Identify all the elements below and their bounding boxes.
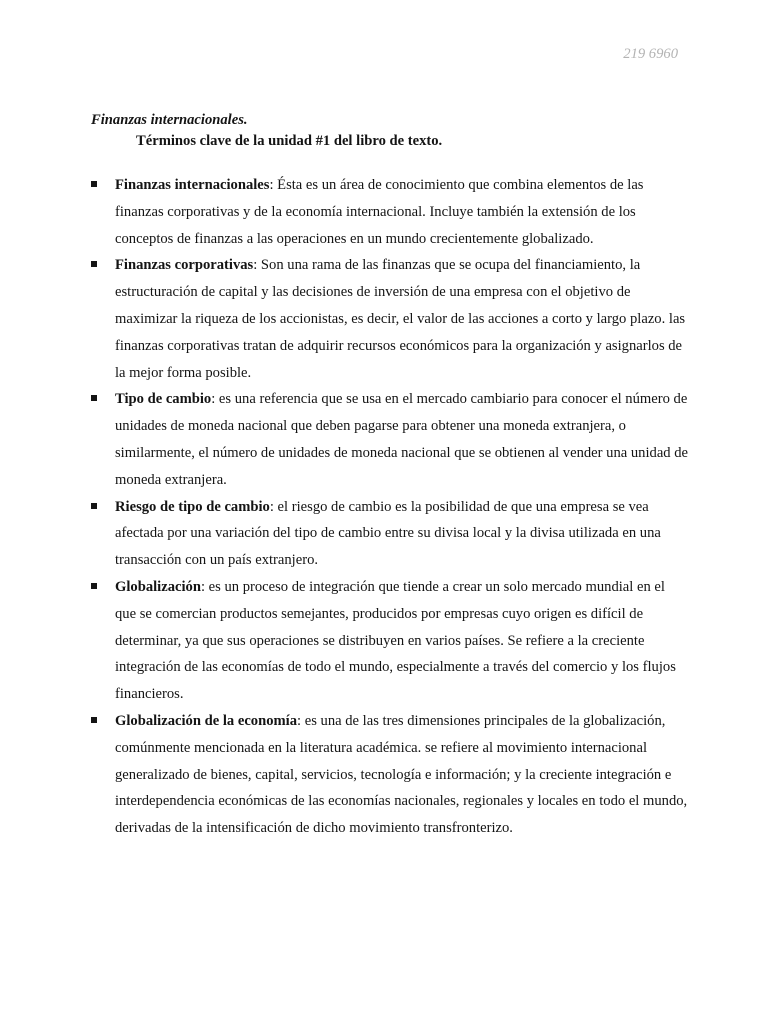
term-definition: : es un proceso de integración que tiende a crear un solo mercado mundial en el que se comercian productos semejantes, producidos por empresas cuyo origen es difícil de determinar, ya que sus operaciones se distribuyen en varios países. Se refiere a la creciente integración de las economías de todo el mundo, especialmente a través del comercio y los flujos financieros. — [115, 578, 676, 703]
term-name: Globalización de la economía — [115, 712, 298, 729]
term-item — [91, 708, 689, 842]
square-bullet-icon — [91, 261, 97, 267]
subtitle: Términos clave de la unidad #1 del libro de texto. — [136, 133, 443, 149]
terms-list — [91, 172, 689, 842]
term-item — [91, 172, 689, 252]
term-item — [91, 494, 689, 574]
term-item — [91, 386, 689, 493]
course-title: Finanzas internacionales. — [91, 112, 248, 128]
term-item — [91, 252, 689, 386]
term-definition: : es una referencia que se usa en el mercado cambiario para conocer el número de unidades de moneda nacional que deben pagarse para obtener una moneda extranjera, o similarmente, el número de unidades de moneda nacional que se obtienen al vender una unidad de moneda extranjera. — [115, 391, 689, 488]
term-definition: : es una de las tres dimensiones principales de la globalización, comúnmente mencionada en la literatura académica. se refiere al movimiento internacional generalizado de bienes, capital, servicios, tecnología e información; y la creciente integración e interdependencia económicas de las economías nacionales, regionales y locales en todo el mundo, derivadas de la intensificación de dicho movimiento transfronterizo. — [115, 712, 688, 837]
square-bullet-icon — [91, 395, 97, 401]
term-definition: : Son una rama de las finanzas que se ocupa del financiamiento, la estructuración de capital y las decisiones de inversión de una empresa con el objetivo de maximizar la riqueza de los accionistas, es decir, el valor de las acciones a corto y largo plazo. las finanzas corporativas tratan de adquirir recursos económicos para la organización y asignarlos de la mejor forma posible. — [115, 257, 686, 381]
term-definition: : el riesgo de cambio es la posibilidad de que una empresa se vea afectada por una variación del tipo de cambio entre su divisa local y la divisa utilizada en una transacción con un país extranjero. — [115, 498, 661, 569]
square-bullet-icon — [91, 181, 97, 187]
term-item — [91, 574, 689, 708]
term-name: Riesgo de tipo de cambio — [115, 498, 270, 515]
term-name: Finanzas internacionales — [115, 177, 270, 193]
square-bullet-icon — [91, 583, 97, 589]
term-name: Tipo de cambio — [115, 391, 212, 408]
page-number: 219 6960 — [623, 46, 678, 62]
square-bullet-icon — [91, 717, 97, 723]
term-name: Globalización — [115, 578, 201, 595]
square-bullet-icon — [91, 503, 97, 509]
term-name: Finanzas corporativas — [115, 257, 254, 274]
term-definition: : Ésta es un área de conocimiento que combina elementos de las finanzas corporativas y de la economía internacional. Incluye también la extensión de los conceptos de finanzas a las operaciones en un mundo crecientemente globalizado. — [115, 177, 644, 247]
